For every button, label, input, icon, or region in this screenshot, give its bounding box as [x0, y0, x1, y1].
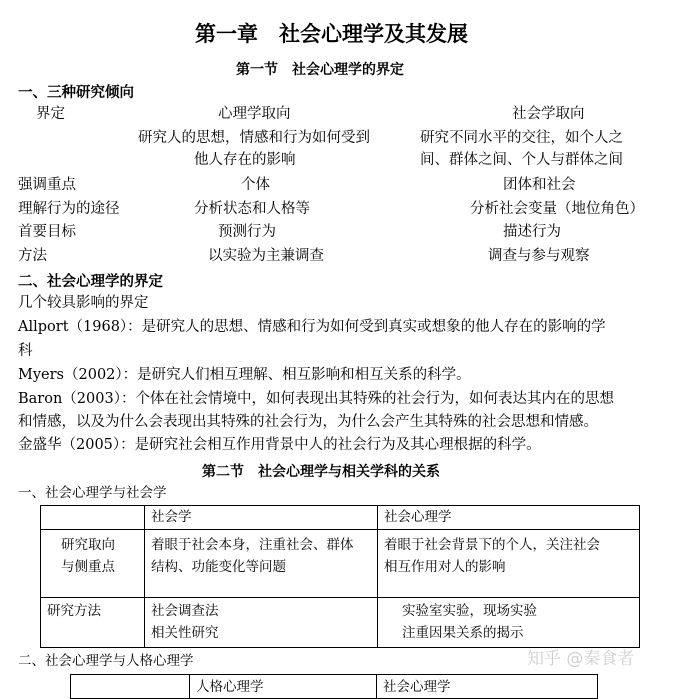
compare-col-psych: 心理学取向 [218, 106, 291, 122]
compare-row-soc: 描述行为 [503, 224, 561, 240]
personality-comparison-table [70, 674, 598, 699]
table-row1-socpsy-line2: 相互作用对人的影响 [384, 559, 506, 575]
definition-jin: 金盛华（2005）：是研究社会相互作用背景中人的社会行为及其心理根据的科学。 [18, 437, 541, 453]
section2-part2-heading: 二、社会心理学与人格心理学 [18, 653, 194, 669]
definition-baron-line2: 和情感，以及为什么会表现出其特殊的社会行为，为什么会产生其特殊的社会思想和情感。 [18, 414, 598, 430]
compare-row-soc: 分析社会变量（地位角色） [470, 201, 644, 217]
compare-def-psych-line2: 他人存在的影响 [194, 152, 296, 168]
table-row1-sociology-line1: 着眼于社会本身，注重社会、群体 [151, 537, 354, 553]
section1-title: 第一节 社会心理学的界定 [236, 62, 404, 78]
table-head-sociology: 社会学 [145, 506, 378, 530]
definition-allport-line1: Allport（1968）：是研究人的思想、情感和行为如何受到真实或想象的他人存在的影响的学 [18, 319, 606, 335]
table-row2-sociology-line2: 相关性研究 [151, 625, 219, 641]
section2-title: 第二节 社会心理学与相关学科的关系 [202, 464, 440, 480]
section1-part1-heading: 一、三种研究倾向 [18, 85, 134, 101]
table-head-social-psychology: 社会心理学 [378, 506, 640, 530]
chapter-title: 第一章 社会心理学及其发展 [195, 22, 468, 46]
compare-row-psych: 以实验为主兼调查 [208, 248, 324, 264]
compare-row-label: 方法 [18, 248, 47, 264]
table-row2-socpsy-line2: 注重因果关系的揭示 [402, 625, 524, 641]
compare-row-psych: 预测行为 [218, 224, 276, 240]
definition-allport-line2: 科 [18, 343, 33, 359]
compare-row-soc: 团体和社会 [503, 177, 576, 193]
definition-myers: Myers（2002）：是研究人们相互理解、相互影响和相互关系的科学。 [18, 367, 471, 383]
sociology-comparison-table [40, 505, 640, 648]
compare-row-label: 强调重点 [18, 177, 76, 193]
zhihu-watermark: 知乎 @秦食者 [527, 649, 635, 669]
compare-def-soc-line2: 间、群体之间、个人与群体之间 [420, 152, 623, 168]
compare-row-label: 理解行为的途径 [18, 201, 120, 217]
definitions-intro: 几个较具影响的界定 [18, 295, 149, 311]
section1-part2-heading: 二、社会心理学的界定 [18, 274, 163, 290]
table-row1-label-line1: 研究取向 [61, 537, 115, 553]
table-row2-socpsy-line1: 实验室实验，现场实验 [402, 603, 537, 619]
table-row2-label: 研究方法 [41, 598, 145, 648]
compare-row-soc: 调查与参与观察 [488, 248, 590, 264]
compare-col-soc: 社会学取向 [512, 106, 585, 122]
table2-head-personality: 人格心理学 [190, 675, 377, 699]
compare-row-psych: 个体 [241, 177, 270, 193]
table-row2-sociology-line1: 社会调查法 [151, 603, 219, 619]
section2-part1-heading: 一、社会心理学与社会学 [18, 485, 167, 501]
table-row1-socpsy-line1: 着眼于社会背景下的个人，关注社会 [384, 537, 600, 553]
compare-row-psych: 分析状态和人格等 [194, 201, 310, 217]
table-row1-sociology-line2: 结构、功能变化等问题 [151, 559, 286, 575]
definition-baron-line1: Baron（2003）：个体在社会情境中，如何表现出其特殊的社会行为，如何表达其内在的思想 [18, 391, 614, 407]
compare-row-label: 首要目标 [18, 224, 76, 240]
compare-col-label: 界定 [36, 106, 65, 122]
table-row1-label-line2: 与侧重点 [61, 559, 115, 575]
compare-def-psych-line1: 研究人的思想，情感和行为如何受到 [138, 130, 370, 146]
table2-head-social-psychology: 社会心理学 [377, 675, 598, 699]
compare-def-soc-line1: 研究不同水平的交往，如个人之 [420, 130, 623, 146]
